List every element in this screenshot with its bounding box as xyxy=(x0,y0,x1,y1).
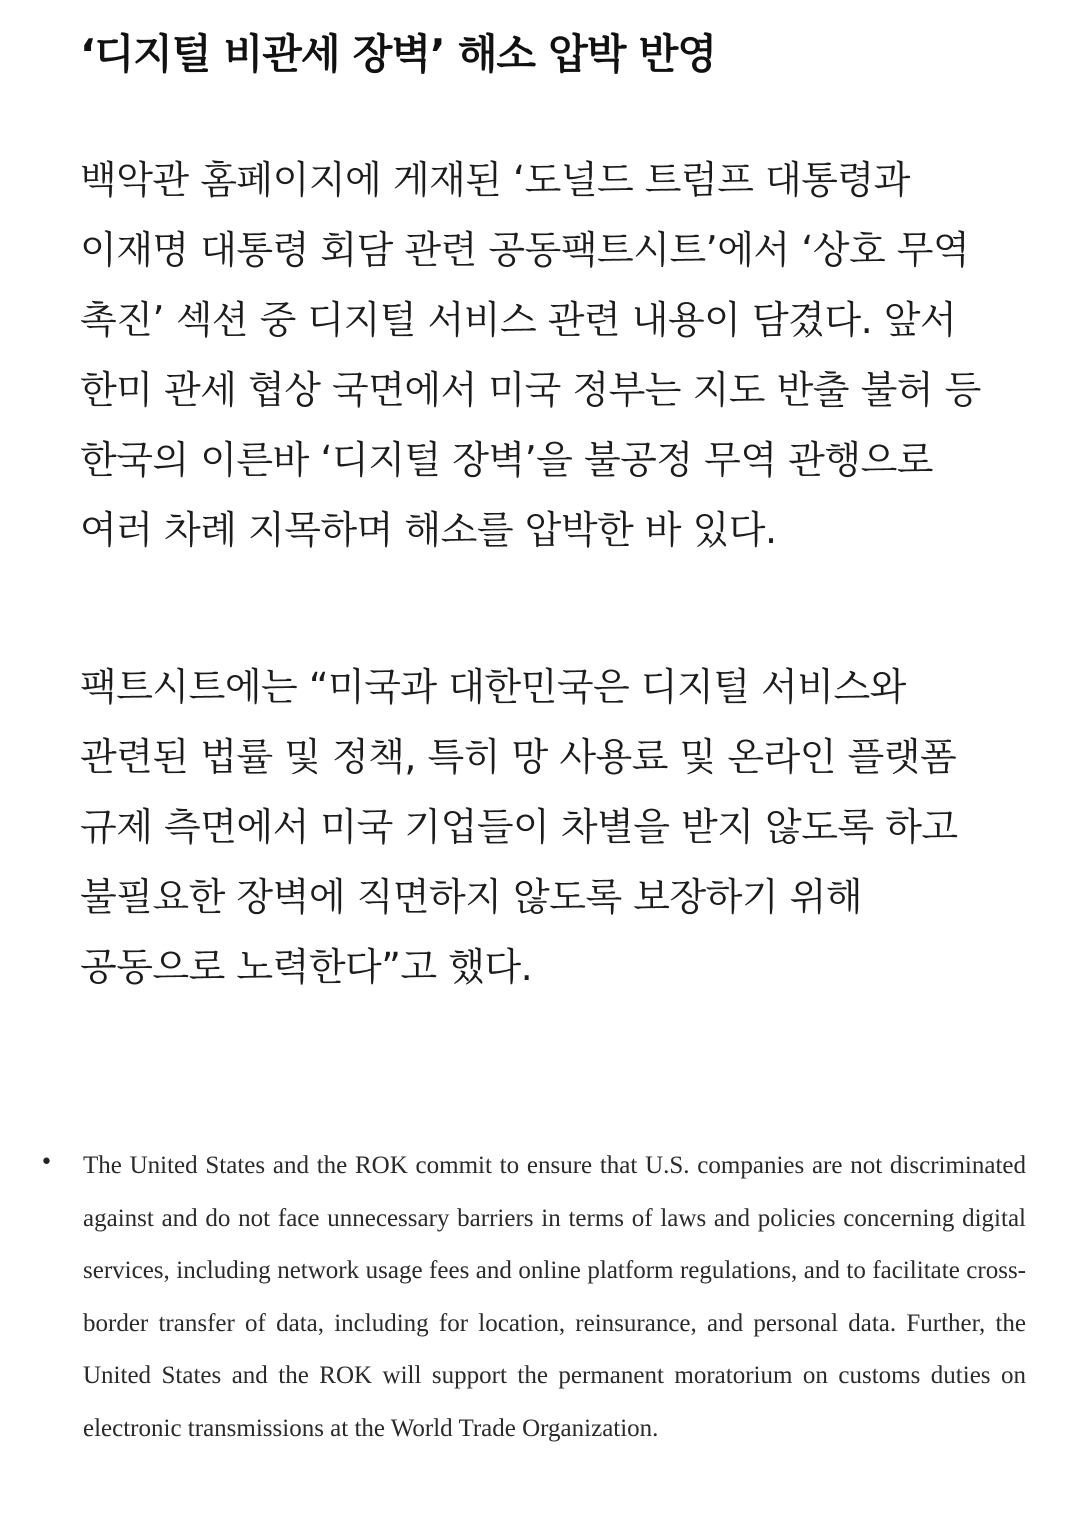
article-paragraph-1: 백악관 홈페이지에 게재된 ‘도널드 트럼프 대통령과 이재명 대통령 회담 관련 공동팩트시트’에서 ‘상호 무역 촉진’ 섹션 중 디지털 서비스 관련 내용이 담겼다. 앞서 한미 관세 협상 국면에서 미국 정부는 지도 반출 불허 등 한국의 이른바 ‘디지털 장벽’을 불공정 무역 관행으로 여러 차례 지목하며 해소를 압박한 바 있다. xyxy=(80,158,981,552)
bullet-marker: • xyxy=(40,1150,53,1175)
factsheet-excerpt-text: The United States and the ROK commit to ensure that U.S. companies are not discriminated against and do not face unnecessary barriers in terms of laws and policies concerning digital services, including network usage fees and online platform regulations, and to facilitate cross-border transfer of data, including for location, reinsurance, and personal data. Further, the United States and the ROK will support the permanent moratorium on customs duties on electronic transmissions at the World Trade Organization. xyxy=(83,1152,1026,1442)
article-headline: ‘디지털 비관세 장벽’ 해소 압박 반영 xyxy=(80,30,717,78)
article-paragraph-2: 팩트시트에는 “미국과 대한민국은 디지털 서비스와 관련된 법률 및 정책, 특히 망 사용료 및 온라인 플랫폼 규제 측면에서 미국 기업들이 차별을 받지 않도록 하고 불필요한 장벽에 직면하지 않도록 보장하기 위해 공동으로 노력한다”고 했다. xyxy=(80,665,958,989)
